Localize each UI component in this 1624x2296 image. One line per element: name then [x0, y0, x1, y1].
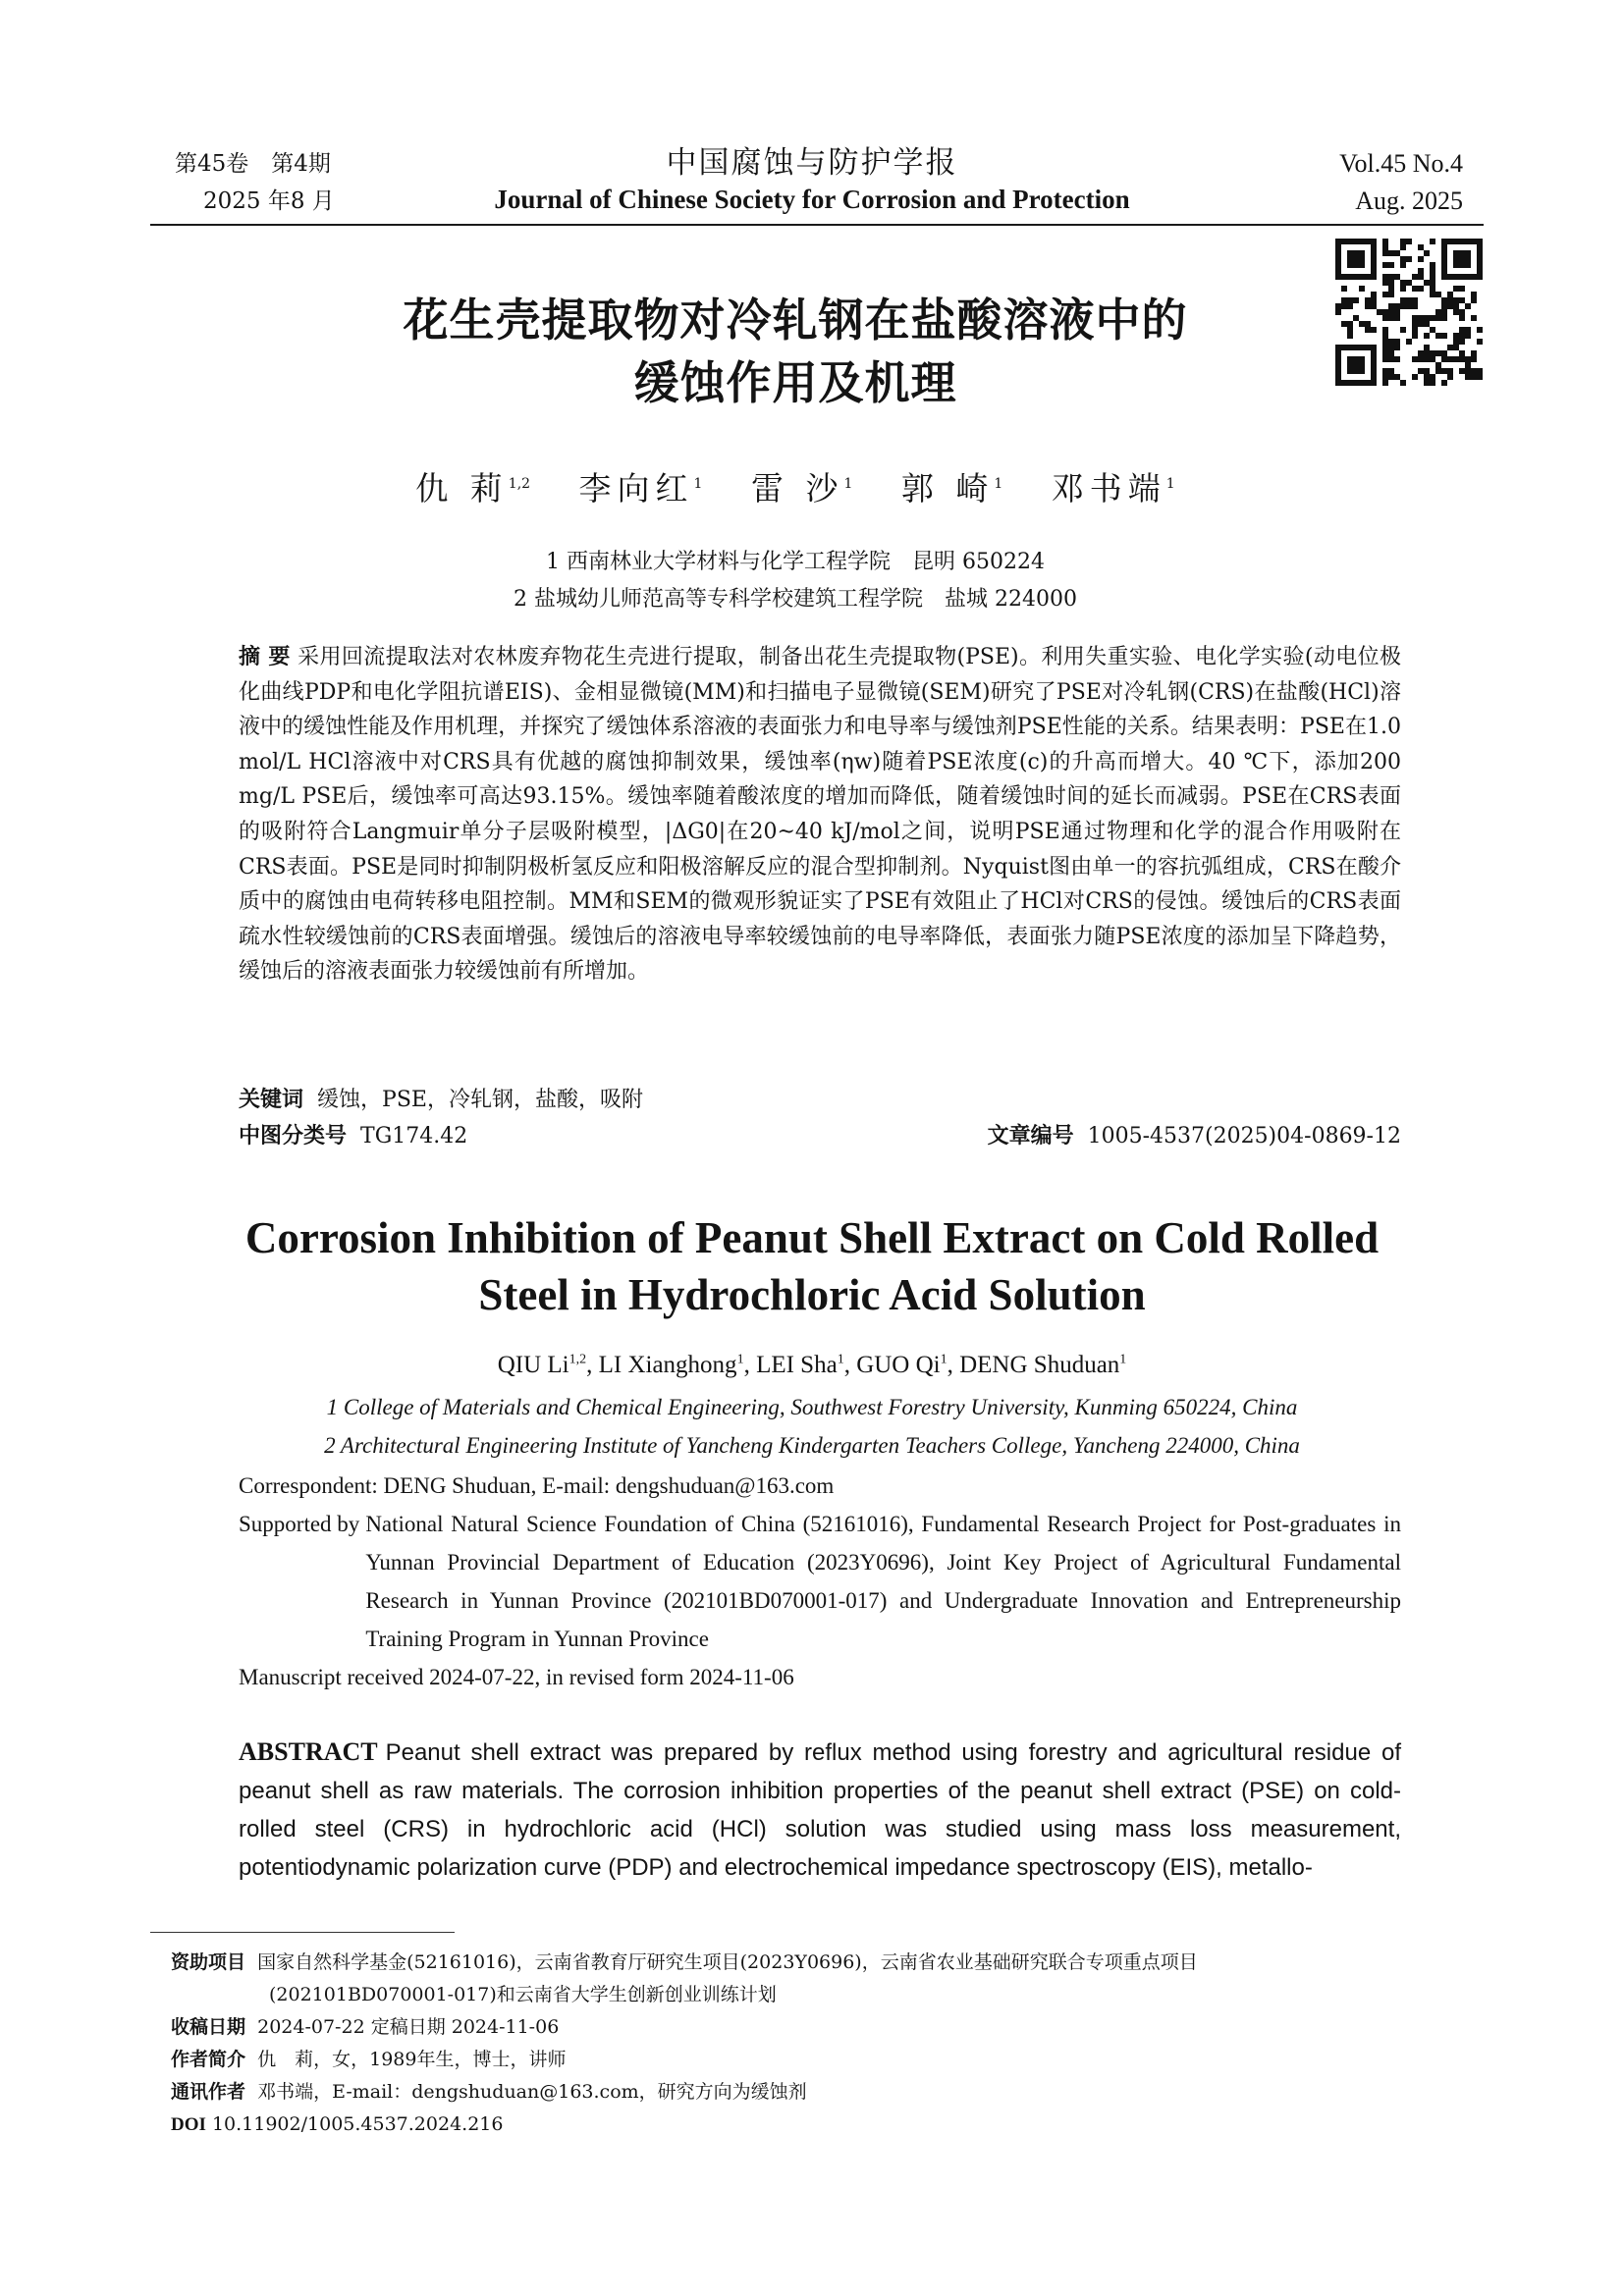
author-en: QIU Li$^{1,2}$,: [497, 1352, 593, 1378]
author-zh: 邓书端$^1$: [1051, 469, 1175, 507]
author-en: DENG Shuduan$^1$: [959, 1352, 1127, 1378]
article-title-zh-line1: 花生壳提取物对冷轧钢在盐酸溶液中的: [403, 294, 1188, 347]
author-zh: 李向红$^1$: [578, 469, 703, 507]
clc-number: [239, 1120, 467, 1153]
affiliation-zh-2: 2 盐城幼儿师范高等专科学校建筑工程学院 盐城 224000: [514, 587, 1077, 612]
article-number-label: 文章编号: [987, 1124, 1074, 1148]
abstract-en: [239, 1733, 1401, 1887]
author-en: LI Xianghong$^1$,: [598, 1352, 750, 1378]
manuscript-dates: Manuscript received 2024-07-22, in revised form 2024-11-06: [239, 1665, 794, 1689]
author-en: GUO Qi$^1$,: [856, 1352, 953, 1378]
date-zh: 2025 年8 月: [203, 188, 335, 214]
clc-value: TG174.42: [360, 1124, 468, 1148]
article-title-en: [196, 1209, 1428, 1323]
keywords-zh-text: 缓蚀，PSE，冷轧钢，盐酸，吸附: [317, 1088, 643, 1112]
article-title-en-line2: Steel in Hydrochloric Acid Solution: [478, 1270, 1146, 1319]
article-number-value: 1005-4537(2025)04-0869-12: [1087, 1124, 1401, 1148]
footnote-funding: 资助项目 国家自然科学基金(52161016)，云南省教育厅研究生项目(2023Y0696)，云南省农业基础研究联合专项重点项目: [171, 1951, 1198, 1973]
authors-en: [196, 1352, 1428, 1379]
affiliation-en-1: 1 College of Materials and Chemical Engineering, Southwest Forestry University, Kunming 650224, China: [326, 1395, 1298, 1419]
abstract-en-label: ABSTRACT: [239, 1737, 378, 1766]
supported-by: [239, 1505, 1401, 1658]
volume-issue-en: Vol.45 No.4: [1339, 149, 1463, 178]
supported-by-text: National Natural Science Foundation of China (52161016), Fundamental Research Project for Post-graduates in Yunnan Provincial Department of Education (2023Y0696), Joint Key Project of Agricultural Fundamental Research in Yunnan Province (202101BD070001-017) and Undergraduate Innovation and Entrepreneurship Training Program in Yunnan Province: [365, 1512, 1401, 1651]
abstract-zh-label: 摘 要: [239, 645, 291, 669]
affiliations-zh: [295, 544, 1296, 618]
footnote-author-bio: 作者简介 仇 莉，女，1989年生，博士，讲师: [171, 2049, 567, 2070]
footnote-funding-cont: (202101BD070001-017)和云南省大学生创新创业训练计划: [269, 1984, 777, 2005]
author-zh: 仇 莉$^{1,2}$: [415, 469, 531, 507]
footnotes: [171, 1947, 1408, 2141]
abstract-zh-text: 采用回流提取法对农林废弃物花生壳进行提取，制备出花生壳提取物(PSE)。利用失重实验、电化学实验(动电位极化曲线PDP和电化学阻抗谱EIS)、金相显微镜(MM)和扫描电子显微镜(SEM)研究了PSE对冷轧钢(CRS)在盐酸(HCl)溶液中的缓蚀性能及作用机理，并探究了缓蚀体系溶液的表面张力和电导率与缓蚀剂PSE性能的关系。结果表明：PSE在1.0 mol/L HCl溶液中对CRS具有优越的腐蚀抑制效果，缓蚀率(ηw)随着PSE浓度(c)的升高而增大。40 ℃下，添加200 mg/L PSE后，缓蚀率可高达93.15%。缓蚀率随着酸浓度的增加而降低，随着缓蚀时间的延长而减弱。PSE在CRS表面的吸附符合Langmuir单分子层吸附模型，|ΔG0|在20~40 kJ/mol之间，说明PSE通过物理和化学的混合作用吸附在CRS表面。PSE是同时抑制阴极析氢反应和阳极溶解反应的混合型抑制剂。Nyquist图由单一的容抗弧组成，CRS在酸介质中的腐蚀由电荷转移电阻控制。MM和SEM的微观形貌证实了PSE有效阻止了HCl对CRS的侵蚀。缓蚀后的CRS表面疏水性较缓蚀前的CRS表面增强。缓蚀后的溶液电导率较缓蚀前的电导率降低，表面张力随PSE浓度的添加呈下降趋势，缓蚀后的溶液表面张力较缓蚀前有所增加。: [239, 645, 1401, 985]
keywords-zh-label: 关键词: [239, 1088, 304, 1112]
footnote-corresponding: 通讯作者 邓书端，E-mail：dengshuduan@163.com，研究方向为缓蚀剂: [171, 2081, 807, 2103]
footnote-received: 收稿日期 2024-07-22 定稿日期 2024-11-06: [171, 2016, 560, 2038]
article-number: [988, 1120, 1401, 1153]
author-zh: 雷 沙$^1$: [750, 469, 853, 507]
journal-title-en: Journal of Chinese Society for Corrosion and Protection: [494, 185, 1130, 214]
article-title-zh-line2: 缓蚀作用及机理: [633, 356, 957, 409]
keywords-zh: [239, 1084, 1401, 1117]
header-rule: [150, 224, 1484, 226]
abstract-en-text: Peanut shell extract was prepared by reflux method using forestry and agricultural residue of peanut shell as raw materials. The corrosion inhibition properties of the peanut shell extract (PSE) on cold-rolled steel (CRS) in hydrochloric acid (HCl) solution was studied using mass loss measurement, potentiodynamic polarization curve (PDP) and electrochemical impedance spectroscopy (EIS), metallo-: [239, 1739, 1401, 1881]
correspondent: Correspondent: DENG Shuduan, E-mail: dengshuduan@163.com: [239, 1473, 835, 1498]
authors-zh: [295, 463, 1296, 509]
date-en: Aug. 2025: [1355, 187, 1463, 215]
article-title-zh: [295, 289, 1296, 414]
abstract-zh: [239, 640, 1401, 989]
volume-issue-zh: 第45卷 第4期: [175, 151, 331, 177]
footnote-doi[interactable]: DOI 10.11902/1005.4537.2024.216: [171, 2113, 504, 2135]
affiliation-zh-1: 1 西南林业大学材料与化学工程学院 昆明 650224: [546, 550, 1045, 574]
affiliations-en: [196, 1388, 1428, 1465]
author-en: LEI Sha$^1$,: [756, 1352, 850, 1378]
affiliation-en-2: 2 Architectural Engineering Institute of Yancheng Kindergarten Teachers College, Yancheng 224000, China: [324, 1433, 1300, 1458]
footnote-rule: [150, 1932, 455, 1933]
journal-title-zh: 中国腐蚀与防护学报: [666, 145, 958, 181]
clc-label: 中图分类号: [239, 1124, 348, 1148]
author-zh: 郭 崎$^1$: [900, 469, 1003, 507]
qr-code[interactable]: [1335, 239, 1483, 390]
supported-by-label: Supported by: [239, 1512, 360, 1536]
article-title-en-line1: Corrosion Inhibition of Peanut Shell Extract on Cold Rolled: [244, 1213, 1380, 1262]
